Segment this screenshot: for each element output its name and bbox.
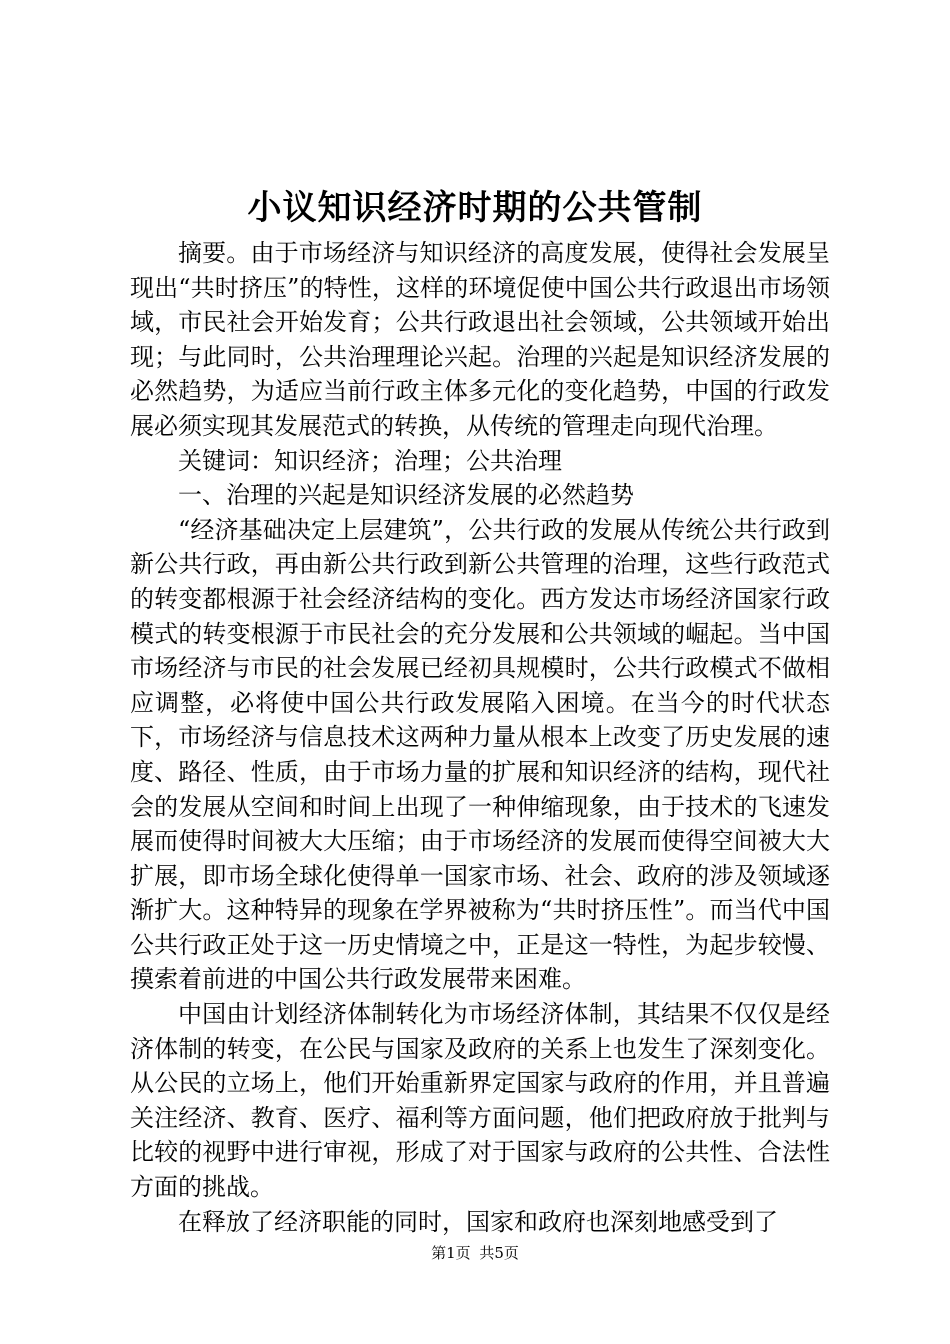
document-title: 小议知识经济时期的公共管制 xyxy=(247,188,703,228)
page-footer xyxy=(0,1243,950,1263)
abstract-paragraph: 摘要。由于市场经济与知识经济的高度发展，使得社会发展呈现出“共时挤压”的特性，这样的环境促使中国公共行政退出市场领域，市民社会开始发育；公共行政退出社会领域，公共领域开始出现；与此同时，公共治理理论兴起。治理的兴起是知识经济发展的必然趋势，为适应当前行政主体多元化的变化趋势，中国的行政发展必须实现其发展范式的转换，从传统的管理走向现代治理。 xyxy=(130,239,830,440)
body-paragraph: 在释放了经济职能的同时，国家和政府也深刻地感受到了 xyxy=(178,1207,778,1236)
total-pages: 共5页 xyxy=(479,1244,519,1262)
body-paragraph: “经济基础决定上层建筑”，公共行政的发展从传统公共行政到新公共行政，再由新公共行政到新公共管理的治理，这些行政范式的转变都根源于社会经济结构的变化。西方发达市场经济国家行政模式的转变根源于市民社会的充分发展和公共领域的崛起。当中国市场经济与市民的社会发展已经初具规模时，公共行政模式不做相应调整，必将使中国公共行政发展陷入困境。在当今的时代状态下，市场经济与信息技术这两种力量从根本上改变了历史发展的速度、路径、性质，由于市场力量的扩展和知识经济的结构，现代社会的发展从空间和时间上出现了一种伸缩现象，由于技术的飞速发展而使得时间被大大压缩；由于市场经济的发展而使得空间被大大扩展，即市场全球化使得单一国家市场、社会、政府的涉及领域逐渐扩大。这种特异的现象在学界被称为“共时挤压性”。而当代中国公共行政正处于这一历史情境之中，正是这一特性，为起步较慢、摸索着前进的中国公共行政发展带来困难。 xyxy=(130,515,830,994)
keywords-paragraph: 关键词：知识经济；治理；公共治理 xyxy=(178,446,562,475)
section-heading: 一、治理的兴起是知识经济发展的必然趋势 xyxy=(178,481,634,510)
body-paragraph: 中国由计划经济体制转化为市场经济体制，其结果不仅仅是经济体制的转变，在公民与国家及政府的关系上也发生了深刻变化。从公民的立场上，他们开始重新界定国家与政府的作用，并且普遍关注经济、教育、医疗、福利等方面问题，他们把政府放于批判与比较的视野中进行审视，形成了对于国家与政府的公共性、合法性方面的挑战。 xyxy=(130,1000,830,1202)
document-body xyxy=(130,236,830,1239)
page-number: 第1页 xyxy=(431,1244,471,1262)
